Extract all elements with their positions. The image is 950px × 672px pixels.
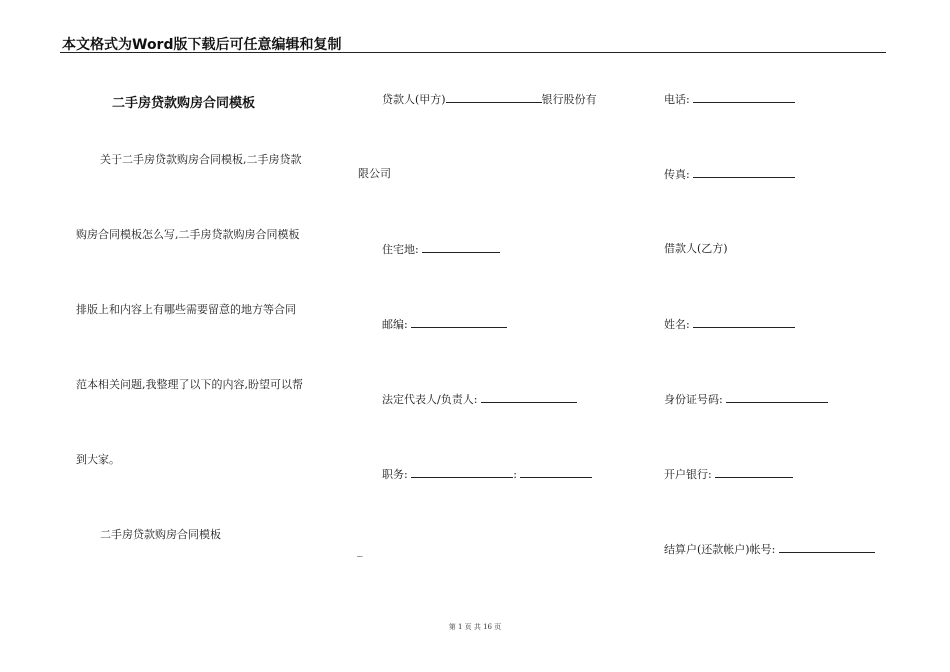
position-underline	[411, 467, 513, 478]
address-field	[382, 242, 500, 257]
lender-underline	[446, 92, 542, 103]
intro-line-3: 排版上和内容上有哪些需要留意的地方等合同	[76, 303, 296, 316]
position-underline-2	[520, 467, 592, 478]
lender-continued: 限公司	[358, 167, 391, 180]
name-underline	[693, 317, 795, 328]
intro-line-1: 关于二手房贷款购房合同模板,二手房贷款	[100, 153, 302, 166]
intro-line-5: 到大家。	[76, 453, 120, 466]
account-label: 结算户(还款帐户)帐号:	[664, 543, 776, 556]
address-underline	[422, 242, 500, 253]
borrower-label: 借款人(乙方)	[664, 242, 728, 255]
bank-field	[664, 467, 793, 482]
account-underline	[779, 542, 875, 553]
fax-label: 传真:	[664, 168, 690, 181]
bank-label: 开户银行:	[664, 468, 712, 481]
fax-field	[664, 167, 795, 182]
account-field	[664, 542, 875, 557]
phone-label: 电话:	[664, 93, 690, 106]
lender-suffix: 银行股份有	[541, 93, 597, 106]
legal-rep-label: 法定代表人/负责人:	[382, 393, 478, 406]
lender-label: 贷款人(甲方)	[382, 93, 446, 106]
document-header-title: 本文格式为Word版下载后可任意编辑和复制	[62, 37, 342, 53]
id-number-underline	[726, 392, 828, 403]
position-label: 职务:	[382, 468, 408, 481]
id-number-label: 身份证号码:	[664, 393, 723, 406]
trailing-dash: _	[357, 544, 363, 557]
intro-line-2: 购房合同模板怎么写,二手房贷款购房合同模板	[76, 228, 300, 241]
fax-underline	[693, 167, 795, 178]
position-separator: :	[513, 468, 517, 481]
postcode-label: 邮编:	[382, 318, 408, 331]
name-field	[664, 317, 795, 332]
lender-field	[382, 92, 597, 107]
bank-underline	[715, 467, 793, 478]
page-number: 第 1 页 共 16 页	[448, 623, 502, 631]
legal-rep-field	[382, 392, 577, 407]
header-divider	[60, 52, 886, 53]
intro-line-4: 范本相关问题,我整理了以下的内容,盼望可以帮	[76, 378, 303, 391]
id-number-field	[664, 392, 828, 407]
name-label: 姓名:	[664, 318, 690, 331]
document-subtitle: 二手房贷款购房合同模板	[100, 528, 221, 541]
postcode-field	[382, 317, 507, 332]
address-label: 住宅地:	[382, 243, 419, 256]
position-field	[382, 467, 592, 482]
postcode-underline	[411, 317, 507, 328]
phone-field	[664, 92, 795, 107]
phone-underline	[693, 92, 795, 103]
legal-rep-underline	[481, 392, 577, 403]
document-title: 二手房贷款购房合同模板	[112, 96, 256, 111]
